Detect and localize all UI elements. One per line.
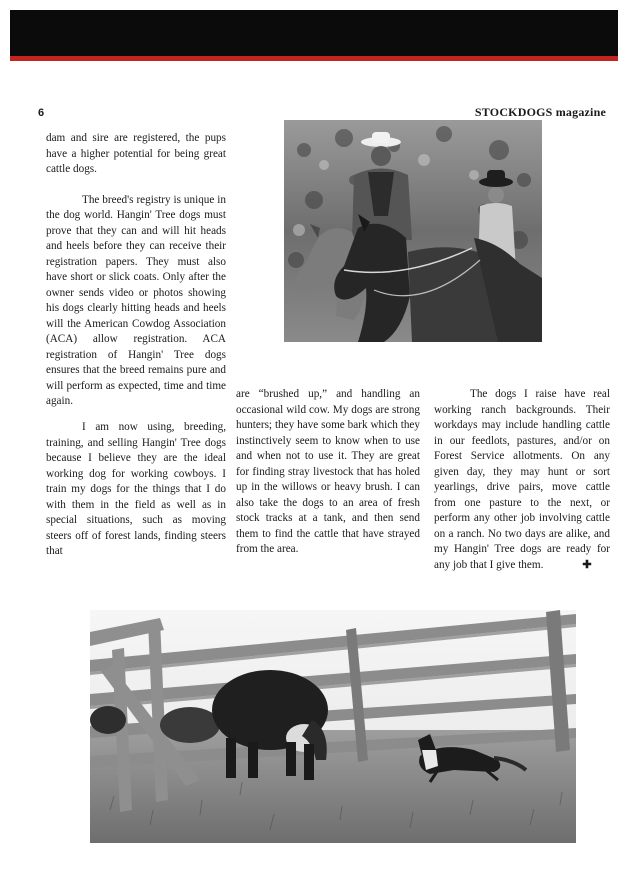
magazine-name: STOCKDOGS: [474, 105, 553, 119]
article-column-2: [236, 387, 420, 558]
paragraph-registry: The breed's registry is unique in the dog world. Hangin' Tree dogs must prove that they can and will hit heads and heels before they can receive their registration papers. They must also have short or slick coats. Only after the owner sends video or photos showing his dogs clearly hitting heads and heels will the American Cowdog Association (ACA) allow registration. ACA registration of Hangin' Tree dogs ensures that the breed remains pure and will perform as expected, time and time again.: [46, 193, 226, 407]
article-column-1-bottom: [46, 420, 226, 560]
top-banner: [10, 10, 618, 58]
magazine-suffix: magazine: [555, 105, 606, 119]
cattle-illustration: [90, 610, 576, 843]
masthead: [475, 105, 606, 120]
paragraph-using: I am now using, breeding, training, and selling Hangin' Tree dogs because I believe they are the ideal working dog for working cowboys. I train my dogs for the things that I do with them in the field as well as in special situations, such as moving steers off of forest lands, finding steers that: [46, 421, 226, 557]
cattle-dog-photo: [90, 610, 576, 843]
page-number: 6: [38, 107, 45, 119]
article-column-3: [434, 387, 610, 573]
end-mark-icon: ✚: [582, 558, 592, 571]
paragraph-ranch-text: The dogs I raise have real working ranch backgrounds. Their workdays may include handling cattle in our feedlots, pastures, and/or on Forest Service allotments. On any given day, they may hunt or sort yearlings, drive pairs, move cattle from one pasture to the next, or perform any other job involving cattle on a ranch. No two days are alike, and my Hangin' Tree dogs are ready for any job that I give them.: [434, 388, 610, 571]
article-column-1-top: [46, 131, 226, 410]
paragraph-ranch: [434, 387, 610, 573]
paragraph-pups: dam and sire are registered, the pups have a higher potential for being great cattle dogs.: [46, 132, 226, 175]
riders-photo: [284, 120, 542, 342]
paragraph-brushed: are “brushed up,” and handling an occasional wild cow. My dogs are strong hunters; they have some bark which they instinctively seem to know when to use and when not to use it. They are great for finding stray livestock that has holed up in the willows or heavy brush. I can also take the dogs to an area of fresh stock tracks at a tank, and then send them to find the cattle that have strayed from the area.: [236, 388, 420, 555]
riders-illustration: [284, 120, 542, 342]
top-banner-red-rule: [10, 56, 618, 61]
